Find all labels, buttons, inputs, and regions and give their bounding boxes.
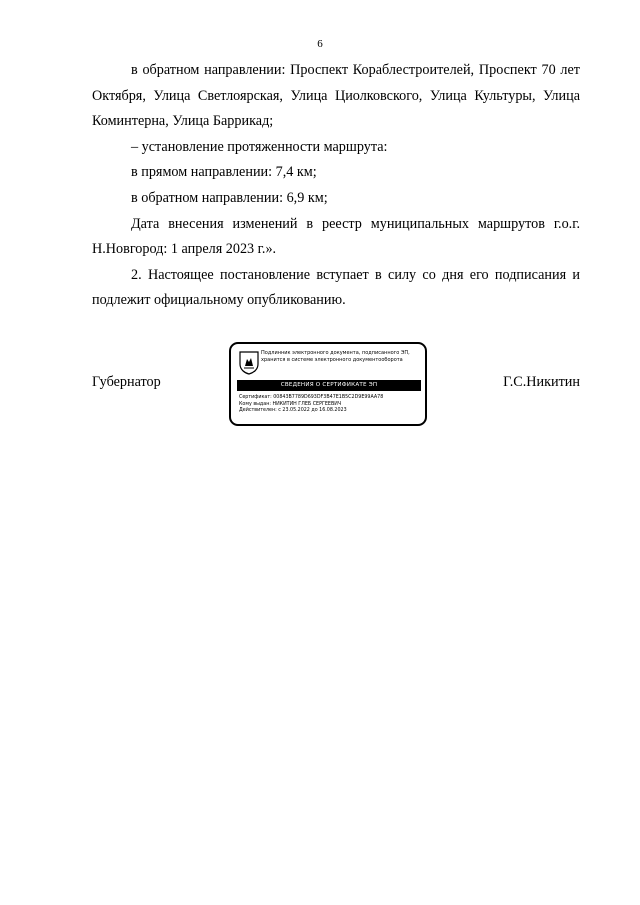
certificate-info-bar: СВЕДЕНИЯ О СЕРТИФИКАТЕ ЭП: [237, 380, 421, 391]
paragraph-effective: 2. Настоящее постановление вступает в силу со дня его подписания и подлежит официальному опубликованию.: [92, 266, 580, 309]
stamp-header-line-1: Подлинник электронного документа, подписанного ЭП,: [261, 350, 410, 356]
paragraph-reverse-length: в обратном направлении: 6,9 км;: [131, 189, 328, 206]
stamp-header-line-2: хранится в системе электронного документооборота: [261, 357, 403, 363]
document-body: [92, 58, 580, 314]
paragraph-reverse-route: в обратном направлении: Проспект Кораблестроителей, Проспект 70 лет Октября, Улица Светлоярская, Улица Циолковского, Улица Культуры, Улица Коминтерна, Улица Баррикад;: [92, 62, 580, 130]
signer-name: Г.С.Никитин: [503, 374, 580, 390]
certificate-owner: Кому выдан: НИКИТИН ГЛЕБ СЕРГЕЕВИЧ: [239, 401, 342, 407]
signer-title: Губернатор: [92, 374, 161, 390]
coat-of-arms-icon: [239, 351, 259, 375]
signature-block: [92, 340, 580, 430]
paragraph-registry-date: Дата внесения изменений в реестр муниципальных маршрутов г.о.г. Н.Новгород: 1 апреля 2023 г.».: [92, 215, 580, 258]
stamp-header: [261, 350, 423, 364]
digital-signature-stamp: [229, 342, 427, 426]
certificate-validity: Действителен: с 23.05.2022 до 16.08.2023: [239, 408, 347, 414]
paragraph-forward-length: в прямом направлении: 7,4 км;: [131, 164, 317, 181]
paragraph-route-length: – установление протяженности маршрута:: [131, 138, 388, 155]
page-number: 6: [317, 38, 323, 50]
certificate-number: Сертификат: 00843B7789D693DF3B47E1B5C2D9E99AA78: [239, 395, 384, 400]
certificate-details: [239, 395, 425, 415]
